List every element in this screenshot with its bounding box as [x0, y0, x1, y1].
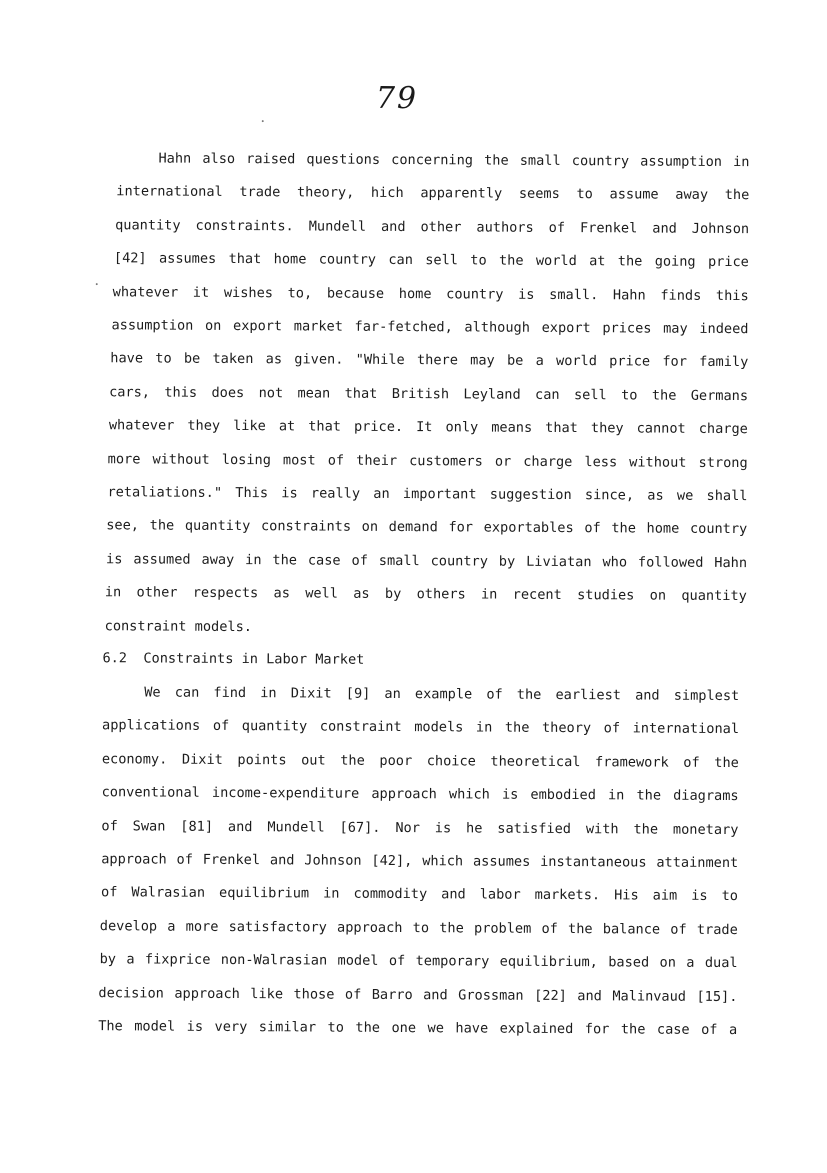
text-line: applications of quantity constraint models in the theory of international	[102, 717, 740, 738]
text-line: conventional income-expenditure approach which is embodied in the diagrams	[101, 784, 739, 805]
text-line: The model is very similar to the one we have explained for the case of a	[98, 1018, 738, 1039]
text-line: is assumed away in the case of small country by Liviatan who followed Hahn	[106, 551, 748, 571]
text-line: more without losing most of their customers or charge less without strong	[107, 450, 748, 471]
text-line: quantity constraints. Mundell and other authors of Frenkel and Johnson	[115, 217, 750, 237]
page-number: 79	[375, 80, 419, 117]
text-line: by a fixprice non-Walrasian model of temporary equilibrium, based on a dual	[99, 951, 738, 972]
text-line: have to be taken as given. "While there may be a world price for family	[110, 350, 749, 371]
scan-speck	[96, 283, 98, 285]
section-heading: 6.2 Constraints in Labor Market	[102, 650, 365, 668]
text-line: economy. Dixit points out the poor choice theoretical framework of the	[101, 750, 739, 771]
text-line: whatever they like at that price. It only means that they cannot charge	[108, 417, 748, 438]
text-line: whatever it wishes to, because home country is small. Hahn finds this	[112, 283, 749, 304]
text-line: approach of Frenkel and Johnson [42], which assumes instantaneous attainment	[101, 851, 739, 872]
text-line: of Walrasian equilibrium in commodity and labor markets. His aim is to	[100, 884, 739, 905]
text-line: decision approach like those of Barro and Grossman [22] and Malinvaud [15].	[98, 984, 738, 1005]
text-line: assumption on export market far-fetched, although export prices may indeed	[111, 317, 749, 338]
text-line: retaliations." This is really an important suggestion since, as we shall	[107, 484, 748, 505]
text-line: develop a more satisfactory approach to the problem of the balance of trade	[99, 917, 738, 938]
text-line: in other respects as well as by others in recent studies on quantity	[104, 584, 747, 605]
text-line: [42] assumes that home country can sell to the world at the going price	[113, 250, 749, 271]
text-line: constraint models.	[104, 617, 253, 635]
text-line: We can find in Dixit [9] an example of the earliest and simplest	[144, 684, 740, 705]
scan-speck	[262, 120, 264, 122]
text-line: cars, this does not mean that British Leyland can sell to the Germans	[109, 384, 749, 404]
text-line: of Swan [81] and Mundell [67]. Nor is he satisfied with the monetary	[101, 817, 739, 838]
text-line: Hahn also raised questions concerning the small country assumption in	[158, 150, 750, 171]
text-line: see, the quantity constraints on demand for exportables of the home country	[106, 517, 748, 538]
text-line: international trade theory, hich apparently seems to assume away the	[116, 183, 750, 204]
